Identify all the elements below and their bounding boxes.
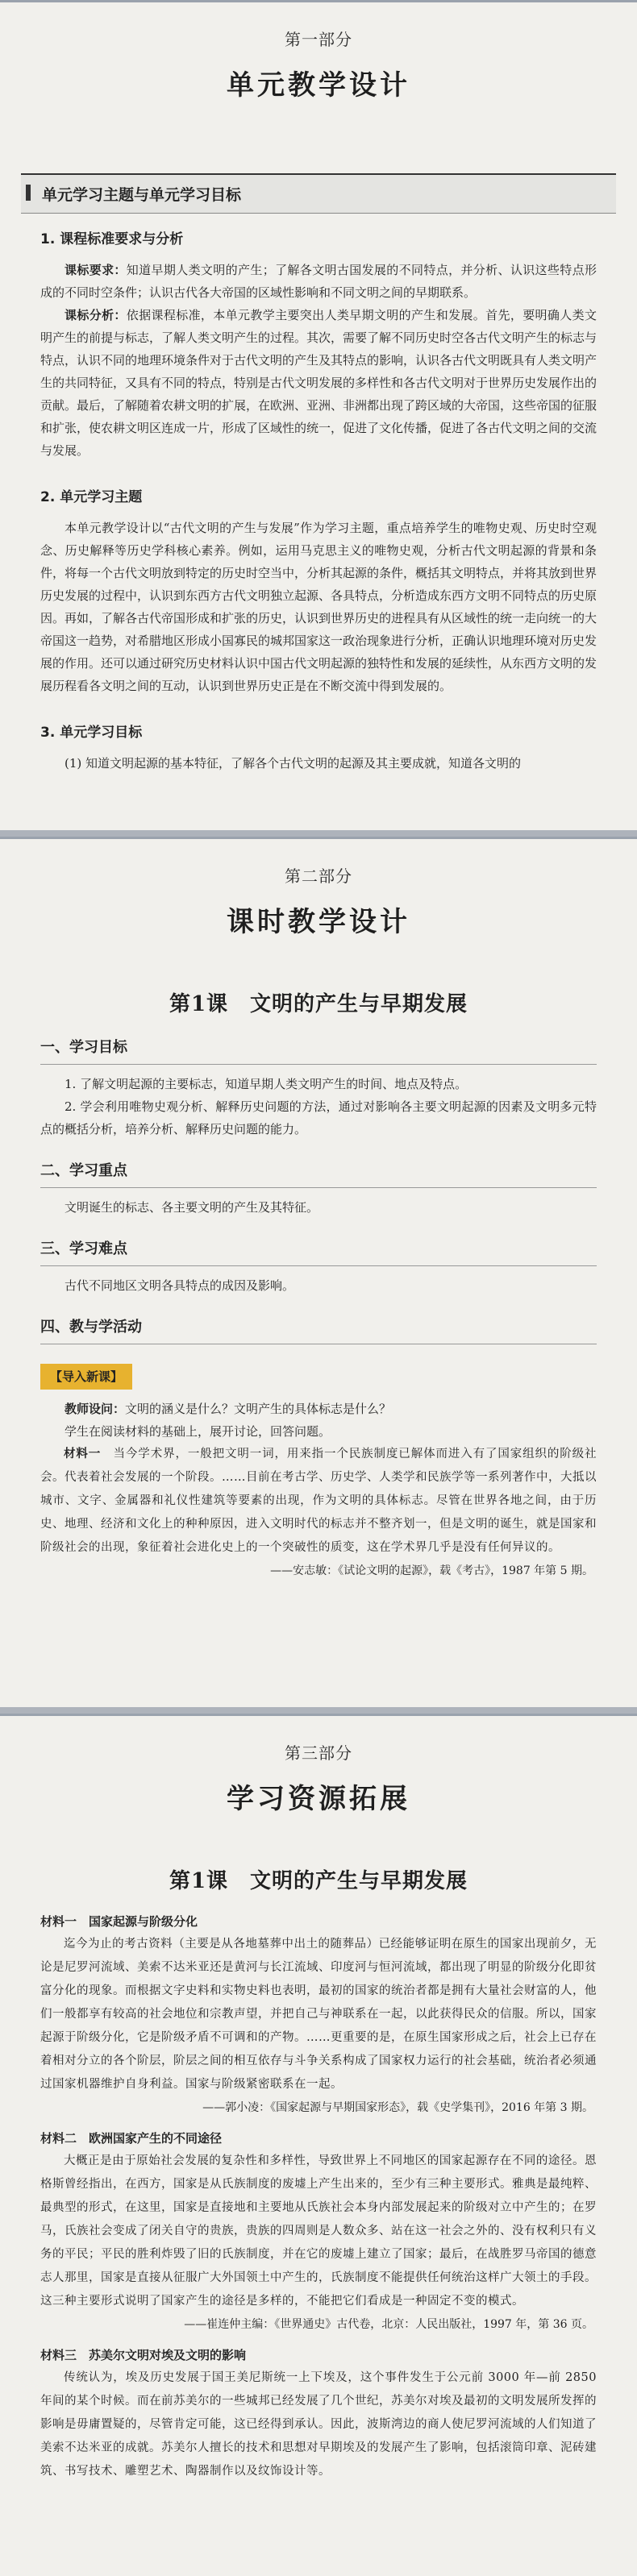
part2-label: 第二部分 [285, 866, 352, 886]
section-title: 3. 单元学习目标 [40, 725, 143, 741]
material-title: 材料一 国家起源与阶级分化 [40, 1914, 198, 1929]
page-gap [0, 1707, 637, 1714]
paragraph: 文明诞生的标志、各主要文明的产生及其特征。 [65, 1200, 319, 1215]
part1-content [0, 228, 637, 775]
goal-item: 1. 了解文明起源的主要标志，知道早期人类文明产生的时间、地点及特点。 [65, 1077, 468, 1091]
label: 课标要求： [65, 263, 127, 277]
material-label: 材料一 [64, 1448, 102, 1460]
intro-tag: 【导入新课】 [40, 1364, 132, 1390]
label: 教师设问： [65, 1402, 126, 1416]
material [40, 1443, 597, 1560]
paragraph-text: 知道早期人类文明的产生；了解各文明古国发展的不同特点，并分析、认识这些特点形成的不同时空条件；认识古代各大帝国的区域性影响和不同文明之间的早期联系。 [40, 263, 597, 300]
section-title: 1. 课程标准要求与分析 [40, 231, 184, 247]
paragraph: (1) 知道文明起源的基本特征，了解各个古代文明的起源及其主要成就，知道各文明的 [65, 756, 522, 771]
page-gap [0, 830, 637, 837]
section-title: 三、学习难点 [40, 1238, 597, 1266]
paragraph [40, 259, 597, 304]
paragraph: 本单元教学设计以“古代文明的产生与发展”作为学习主题，重点培养学生的唯物史观、历史时空观念、历史解释等历史学科核心素养。例如，运用马克思主义的唯物史观，分析古代文明起源的背景和条件，将每一个古代文明放到特定的历史时空当中，分析其起源的条件，概括其文明特点，并将其放到世界历史发展的过程中，认识到东西方古代文明独立起源、各具特点，分析造成东西方文明不同特点的历史原因。再如，了解各古代帝国形成和扩张的历史，认识到世界历史的进程具有从区域性的统一走向统一的大帝国这一趋势，对希腊地区形成小国寡民的城邦国家这一政治现象进行分析，正确认识地理环境对历史发展的作用。还可以通过研究历史材料认识中国古代文明起源的独特性和发展的延续性，从东西方文明的发展历程看各文明之间的互动，认识到世界历史正是在不断交流中得到发展的。 [40, 521, 597, 693]
part3-sheet [0, 1714, 637, 2576]
material-title: 材料三 苏美尔文明对埃及文明的影响 [40, 2348, 247, 2362]
part1-title: 单元教学设计 [227, 69, 410, 102]
source-citation: ——崔连仲主编：《世界通史》古代卷，北京：人民出版社，1997 年，第 36 页。 [184, 2318, 593, 2331]
material-title: 材料二 欧洲国家产生的不同途径 [40, 2131, 223, 2146]
section-title: 四、教与学活动 [40, 1316, 597, 1344]
unit-heading: 单元学习主题与单元学习目标 [21, 173, 616, 214]
paragraph [40, 1398, 597, 1420]
part2-title: 课时教学设计 [227, 906, 410, 938]
part3-header [0, 1716, 637, 1816]
source-citation: ——安志敏：《试论文明的起源》，载《考古》，1987 年第 5 期。 [270, 1564, 593, 1577]
section-title: 二、学习重点 [40, 1160, 597, 1188]
paragraph [40, 304, 597, 462]
material-text: 迄今为止的考古资料（主要是从各地墓葬中出土的随葬品）已经能够证明在原生的国家出现前夕，无论是尼罗河流域、美索不达米亚还是黄河与长江流域、印度河与恒河流域，都出现了明显的阶级分化即贫富分化的现象。而根据文字史料和实物史料也表明，最初的国家的统治者都是拥有大量社会财富的人，他们一般都享有较高的社会地位和宗教声望，并把自己与神联系在一起，以此获得民众的信服。所以，国家起源于阶级分化，它是阶级矛盾不可调和的产物。……更重要的是，在原生国家形成之后，社会上已存在着相对分立的各个阶层，阶层之间的相互依存与斗争关系构成了国家权力运行的社会基础，统治者必须通过国家机器维护自身利益。国家与阶级紧密联系在一起。 [40, 1938, 597, 2091]
section-title: 一、学习目标 [40, 1037, 597, 1065]
part2-header [0, 839, 637, 939]
material-text: 大概正是由于原始社会发展的复杂性和多样性，导致世界上不同地区的国家起源存在不同的途径。恩格斯曾经指出，在西方，国家是从氏族制度的废墟上产生出来的，至少有三种主要形式。雅典是最纯粹、最典型的形式，在这里，国家是直接地和主要地从氏族社会本身内部发展起来的阶级对立中产生的；在罗马，氏族社会变成了闭关自守的贵族，贵族的四周则是人数众多、站在这一社会之外的、没有权利只有义务的平民；平民的胜利炸毁了旧的氏族制度，并在它的废墟上建立了国家；最后，在战胜罗马帝国的德意志人那里，国家是直接从征服广大外国领土中产生的，氏族制度不能提供任何统治这样广大领土的手段。这三种主要形式说明了国家产生的途径是多样的，不能把它们看成是一种固定不变的模式。 [40, 2154, 597, 2308]
part1-header [0, 2, 637, 102]
part1-label: 第一部分 [285, 30, 352, 49]
part3-title: 学习资源拓展 [227, 1783, 410, 1815]
paragraph-text: 文明的涵义是什么？文明产生的具体标志是什么？ [125, 1402, 392, 1416]
material-text: 当今学术界，一般把文明一词，用来指一个民族制度已解体而进入有了国家组织的阶级社会。代表着社会发展的一个阶段。……目前在考古学、历史学、人类学和民族学等一系列著作中，大抵以城市、文字、金属器和礼仪性建筑等要素的出现，作为文明的具体标志。尽管在世界各地之间，由于历史、地理、经济和文化上的种种原因，进入文明时代的标志并不整齐划一，但是文明的诞生，就是国家和阶级社会的出现，象征着社会进化史上的一个突破性的质变，这在学术界几乎是没有任何异议的。 [40, 1448, 597, 1554]
section-title: 2. 单元学习主题 [40, 489, 143, 505]
source-citation: ——郭小凌：《国家起源与早期国家形态》，载《史学集刊》，2016 年第 3 期。 [202, 2101, 593, 2114]
material-text: 传统认为，埃及历史发展于国王美尼斯统一上下埃及，这个事件发生于公元前 3000 年—前 2850 年间的某个时候。而在前苏美尔的一些城邦已经发展了几个世纪，苏美尔对埃及最初的文明发展所发挥的影响是毋庸置疑的，尽管肯定可能，这已经得到承认。因此，波斯湾边的商人使尼罗河流域的人们知道了美索不达米亚的成就。苏美尔人擅长的技术和思想对早期埃及的发展产生了影响，包括滚筒印章、泥砖建筑、书写技术、雕塑艺术、陶器制作以及纹饰设计等。 [40, 2371, 597, 2478]
part1-sheet [0, 0, 637, 830]
goal-item: 2. 学会利用唯物史观分析、解释历史问题的方法，通过对影响各主要文明起源的因素及文明多元特点的概括分析，培养分析、解释历史问题的能力。 [40, 1099, 597, 1136]
part3-content [0, 1910, 637, 2483]
paragraph-text: 依据课程标准，本单元教学主要突出人类早期文明的产生和发展。首先，要明确人类文明产生的前提与标志，了解人类文明产生的过程。其次，需要了解不同历史时空各古代文明产生的标志与特点，认识不同的地理环境条件对于古代文明的产生及其特点的影响，认识各古代文明既具有人类文明产生的共同特征，又具有不同的特点，特别是古代文明发展的多样性和各古代文明对于世界历史发展作出的贡献。最后，了解随着农耕文明的扩展，在欧洲、亚洲、非洲都出现了跨区域的大帝国，这些帝国的征服和扩张，使农耕文明区连成一片，形成了区域性的统一，促进了文化传播，促进了各古代文明之间的交流与发展。 [40, 308, 597, 458]
part2-content [0, 1037, 637, 1582]
paragraph: 古代不同地区文明各具特点的成因及影响。 [65, 1278, 295, 1293]
part2-sheet [0, 837, 637, 1707]
lesson-title: 第1课 文明的产生与早期发展 [169, 992, 468, 1016]
lesson-title: 第1课 文明的产生与早期发展 [169, 1869, 468, 1893]
part3-label: 第三部分 [285, 1743, 352, 1763]
label: 课标分析： [65, 308, 127, 322]
paragraph: 学生在阅读材料的基础上，展开讨论，回答问题。 [65, 1424, 331, 1439]
